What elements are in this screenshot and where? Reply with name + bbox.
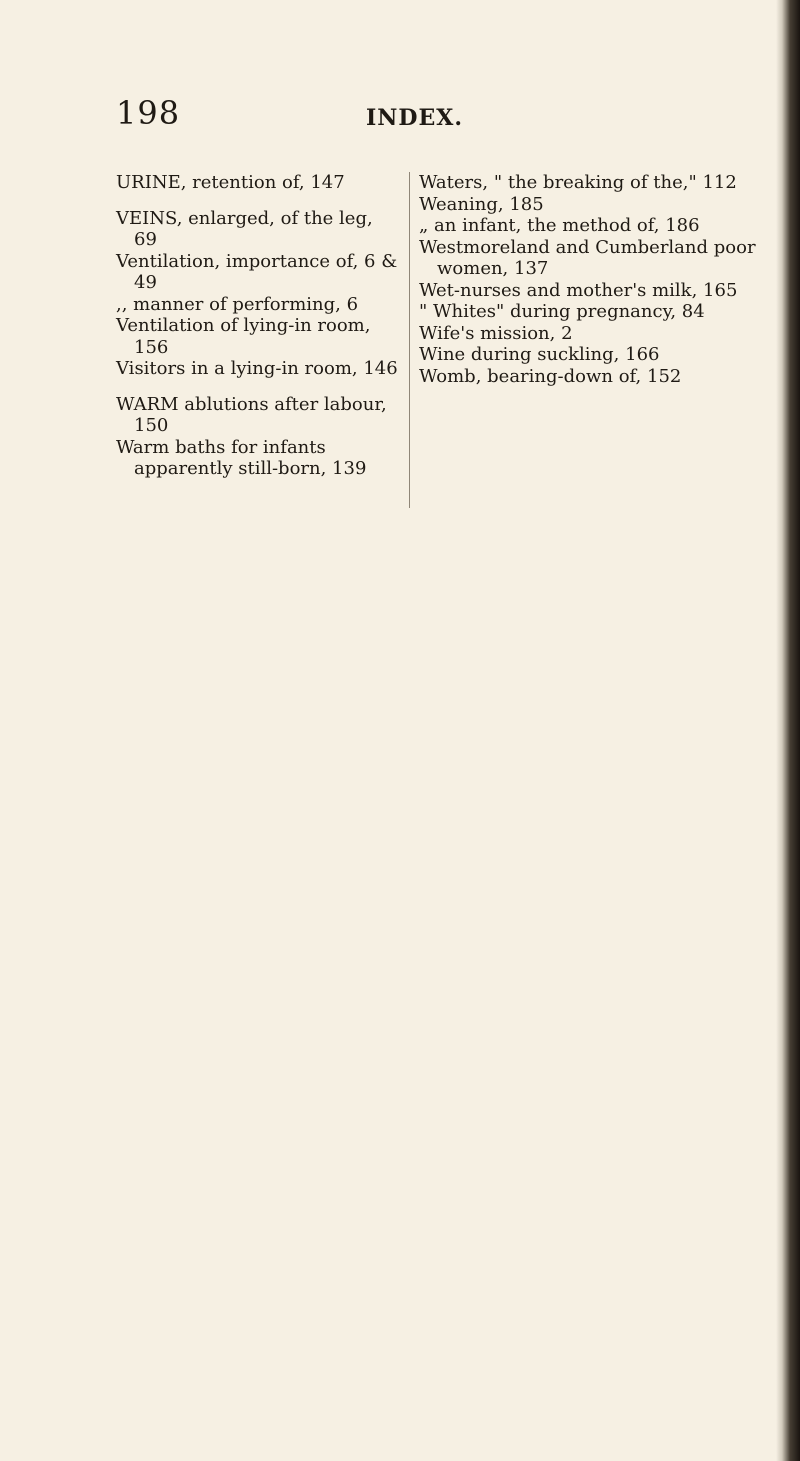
index-entry-wet-nurses: Wet-nurses and mother's milk, 165	[419, 279, 738, 301]
index-entry-warm-baths: Warm baths for infants apparently still-born, 139	[116, 436, 367, 479]
index-entry-veins: VEINS, enlarged, of the leg, 69	[116, 207, 373, 250]
index-entry-ventilation-importance: Ventilation, importance of, 6 & 49	[116, 250, 398, 293]
index-entry-weaning: Weaning, 185	[419, 193, 544, 215]
index-entry-whites: " Whites" during pregnancy, 84	[419, 301, 705, 322]
page-number: 198	[116, 94, 181, 132]
column-divider	[409, 172, 410, 508]
index-entry-wine: Wine during suckling, 166	[419, 344, 660, 365]
page-heading: INDEX.	[366, 105, 463, 131]
right-index-column	[419, 172, 769, 387]
index-entry-womb: Womb, bearing-down of, 152	[419, 365, 682, 387]
index-entry-warm-ablutions: WARM ablutions after labour, 150	[116, 393, 387, 436]
index-entry-ventilation-manner: ,, manner of performing, 6	[116, 293, 359, 315]
index-entry-waters: Waters, " the breaking of the," 112	[419, 172, 737, 193]
index-entry-urine: URINE, retention of, 147	[116, 172, 345, 193]
index-entry-visitors: Visitors in a lying-in room, 146	[116, 358, 398, 379]
index-entry-westmoreland: Westmoreland and Cumberland poor women, 137	[419, 236, 756, 279]
index-entry-ventilation-room: Ventilation of lying-in room, 156	[116, 315, 371, 358]
page-edge-shadow	[776, 0, 800, 1461]
index-entry-weaning-method: „ an infant, the method of, 186	[419, 215, 700, 236]
index-entry-wifes-mission: Wife's mission, 2	[419, 322, 573, 344]
left-index-column	[116, 172, 401, 480]
